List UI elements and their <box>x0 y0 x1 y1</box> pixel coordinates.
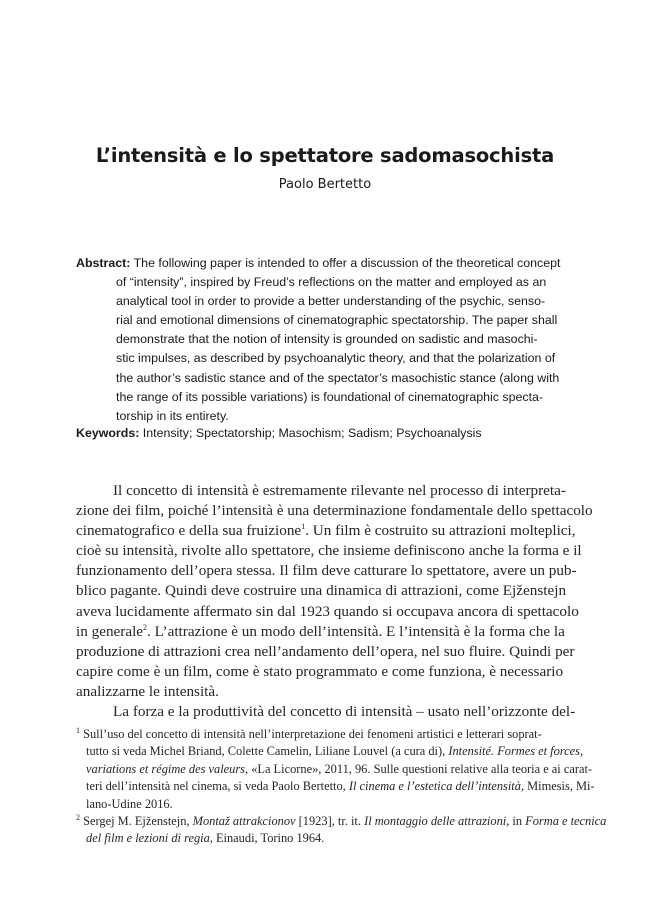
footnote-text: , Mimesis, Mi- <box>520 779 595 794</box>
page-title: L’intensità e lo spettatore sadomasochista <box>95 144 555 167</box>
abstract-first-line <box>76 254 576 273</box>
body-line: capire come è un film, come è stato programmato e come funziona, è necessario <box>76 662 564 680</box>
body-line: produzione di attrazioni crea nell’andamento dell’opera, nel suo fluire. Quindi per <box>76 642 575 660</box>
body-line: aveva lucidamente affermato sin dal 1923 quando si occupava ancora di spettacolo <box>76 602 579 620</box>
keywords-text: Intensity; Spectatorship; Masochism; Sadism; Psychoanalysis <box>139 426 482 440</box>
body-line: Il concetto di intensità è estremamente rilevante nel processo di interpreta- <box>113 482 566 499</box>
footnote-text: , in <box>506 814 526 829</box>
footnote-1-line <box>76 778 595 795</box>
body-line-text: in generale <box>76 622 144 640</box>
body-text <box>76 481 593 722</box>
footnote-1-line: lano-Udine 2016. <box>86 796 173 811</box>
footnote-text: Sergej M. Ejženstejn, <box>80 814 193 829</box>
footnote-text: , «La Licorne», 2011, 96. Sulle questioni relative alla teoria e ai carat- <box>245 761 593 776</box>
author-name: Paolo Bertetto <box>278 177 372 192</box>
footnote-2-line <box>76 830 576 847</box>
abstract-line: the range of its possible variations) is foundational of cinematographic specta- <box>116 389 544 404</box>
keywords-line <box>76 424 576 443</box>
body-line <box>76 521 576 541</box>
abstract-line: the author’s sadistic stance and of the spectator’s masochistic stance (along with <box>116 370 560 385</box>
footnote-text: teri dell’intensità nel cinema, si veda Paolo Bertetto, <box>86 779 349 794</box>
abstract-line: analytical tool in order to provide a better understanding of the psychic, senso- <box>116 294 546 309</box>
footnote-title: Il montaggio delle attrazioni <box>364 814 507 829</box>
abstract-line: rial and emotional dimensions of cinematographic spectatorship. The paper shall <box>116 313 558 328</box>
footnote-title: Il cinema e l’estetica dell’intensità <box>348 779 521 794</box>
footnotes-section <box>76 725 607 848</box>
footnote-1 <box>76 726 576 743</box>
footnote-ref[interactable]: 2 <box>143 622 148 632</box>
abstract-line: of “intensity”, inspired by Freud’s reflections on the matter and employed as an <box>116 275 547 290</box>
footnote-number: 2 <box>76 812 80 822</box>
body-line: analizzarne le intensità. <box>76 682 219 700</box>
body-line-text: . Un film è costruito su attrazioni molteplici, <box>305 522 576 540</box>
body-line <box>76 622 576 642</box>
abstract-body <box>76 273 576 426</box>
footnote-title: Forma e tecnica <box>525 814 607 829</box>
footnote-text: , Einaudi, Torino 1964. <box>209 831 325 846</box>
footnote-title: Intensité. Formes et forces, <box>448 744 584 759</box>
footnote-1-line <box>76 761 593 778</box>
footnote-text: [1923], tr. it. <box>295 814 365 829</box>
footnote-2 <box>76 812 607 830</box>
abstract-text: The following paper is intended to offer a discussion of the theoretical concept <box>130 256 561 270</box>
abstract-label: Abstract: <box>76 256 131 270</box>
body-line: blico pagante. Quindi deve costruire una dinamica di attrazioni, come Ejženstejn <box>76 582 567 600</box>
abstract-line: stic impulses, as described by psychoanalytic theory, and that the polarization of <box>116 351 556 366</box>
keywords-label: Keywords: <box>76 426 140 440</box>
body-line-text: . L’attrazione è un modo dell’intensità. E l’intensità è la forma che la <box>147 622 565 640</box>
footnote-title: Montaž attrakcionov <box>192 814 296 829</box>
abstract-line: torship in its entirety. <box>116 408 229 423</box>
abstract-section <box>76 254 576 426</box>
body-line: cioè su intensità, rivolte allo spettatore, che insieme definiscono anche la forma e il <box>76 542 582 560</box>
footnote-number: 1 <box>76 725 80 735</box>
body-line: funzionamento dell’opera stessa. Il film deve catturare lo spettatore, avere un pub- <box>76 562 577 580</box>
body-line: zione dei film, poiché l’intensità è una determinazione fondamentale dello spettacolo <box>76 502 593 520</box>
body-line: La forza e la produttività del concetto di intensità – usato nell’orizzonte del- <box>113 703 576 721</box>
footnote-1-line <box>76 743 584 760</box>
abstract-line: demonstrate that the notion of intensity is grounded on sadistic and masochi- <box>116 332 538 347</box>
footnote-text: Sull’uso del concetto di intensità nell’interpretazione dei fenomeni artistici e letterari soprat- <box>80 727 542 741</box>
body-line-text: cinematografico e della sua fruizione <box>76 522 302 540</box>
footnote-ref[interactable]: 1 <box>301 522 306 532</box>
keywords-section <box>76 424 576 443</box>
footnote-title: variations et régime des valeurs <box>86 761 245 776</box>
footnote-title: del film e lezioni di regia <box>86 831 210 846</box>
footnote-text: tutto si veda Michel Briand, Colette Camelin, Liliane Louvel (a cura di), <box>86 744 449 759</box>
